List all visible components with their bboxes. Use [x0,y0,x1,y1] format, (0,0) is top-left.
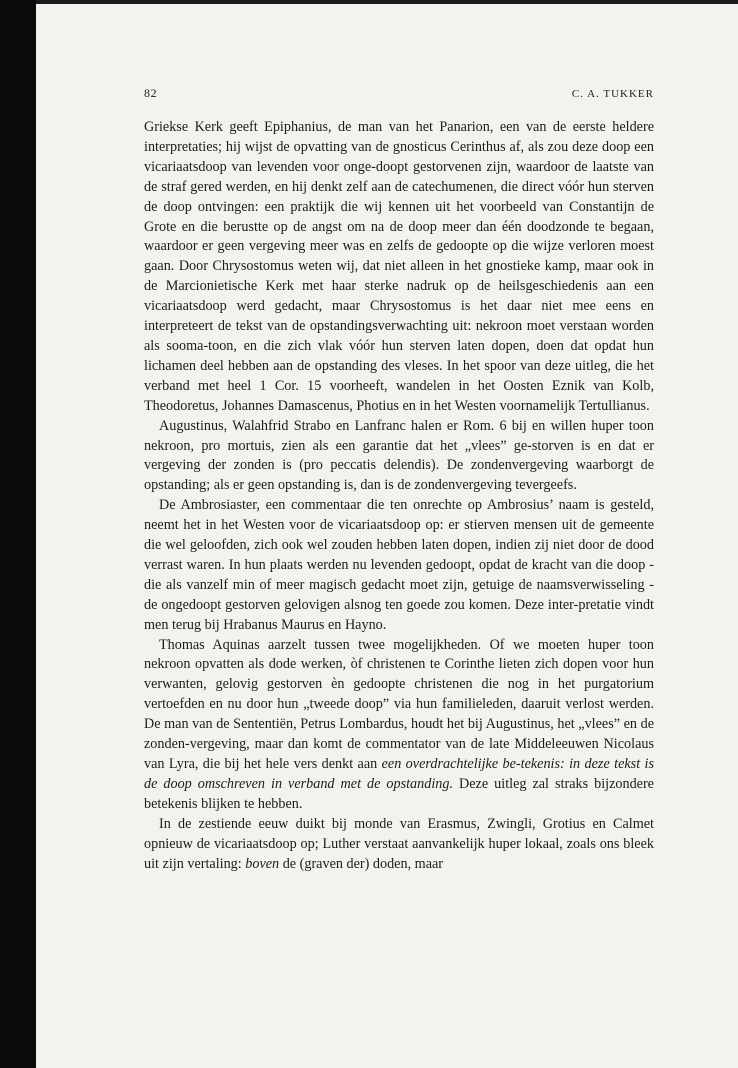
text-run: In de zestiende eeuw duikt bij monde van Erasmus, Zwingli, Grotius en Calmet opnieuw de vicariaatsdoop op; Luther verstaat aanvankelijk huper lokaal, zoals ons bleek uit zijn vertaling: [144,815,654,872]
text-run: Thomas Aquinas aarzelt tussen twee mogelijkheden. Of we moeten huper toon nekroon opvatten als dode werken, òf christenen te Corinthe lieten zich dopen voor hun verwanten, gelovig gestorven èn gedoopte christenen die nog in het purgatorium vertoefden en nu door hun „tweede doop” via hun familieleden, daaruit verlost werden. De man van de Sententiën, Petrus Lombardus, houdt het bij Augustinus, het „vlees” en de zonden-vergeving, maar dan komt de commentator van de late Middeleeuwen Nicolaus van Lyra, die bij het hele vers denkt aan [144,636,654,772]
paragraph-1 [144,118,654,417]
book-page [144,86,654,874]
body-text [144,118,654,874]
italic-text-run: een overdrachtelijke be-tekenis: in deze tekst is de doop omschreven in verband met de opstanding. [144,756,654,792]
page-number: 82 [144,86,158,100]
running-head-author: C. A. TUKKER [571,88,654,100]
text-run: De Ambrosiaster, een commentaar die ten onrechte op Ambrosius’ naam is gesteld, neemt het in het Westen voor de vicariaatsdoop op: er stierven mensen uit de gemeente die wel geloofden, zich ook wel zouden hebben laten dopen, indien zij niet door de dood verrast waren. In hun plaats werden nu levenden gedoopt, opdat de kracht van die doop - die als vanzelf min of meer magisch gedacht moet zijn, getuige de naamsverwisseling - de ongedoopt gestorven gelovigen alsnog ten goede zou komen. Deze inter-pretatie vindt men terug bij Hrabanus Maurus en Hayno. [144,497,654,633]
paragraph-3 [144,496,654,635]
paragraph-4 [144,636,654,815]
text-run: Deze uitleg zal straks bijzondere betekenis blijken te hebben. [144,775,654,812]
italic-text-run: boven [245,855,280,872]
paragraph-2 [144,417,654,497]
text-run: Griekse Kerk geeft Epiphanius, de man van het Panarion, een van de eerste heldere interpretaties; hij wijst de opvatting van de gnosticus Cerinthus af, als zou deze doop een vicariaatsdoop van levenden voor onge-doopt gestorvenen zijn, waardoor de laatste van de straf gered werden, en hij denkt zelf aan de catechumenen, die direct vóór hun sterven de doop ontvingen: een praktijk die wij kennen uit het voorbeeld van Constantijn de Grote en die berustte op de angst om na de doop meer dan één doodzonde te begaan, waardoor er geen vergeving meer was en zelfs de gedoopte op die wijze verloren moest gaan. Door Chrysostomus weten wij, dat niet alleen in het gnostieke kamp, maar ook in de Marcionietische Kerk met haar sterke nadruk op de heilsgeschiedenis aan een vicariaatsdoop werd gedacht, maar Chrysostomus is het daar niet mee eens en interpreteert de tekst van de opstandingsverwachting uit: nekroon moet verstaan worden als sooma-toon, en die zich vlak vóór hun sterven laten dopen, doen dat opdat hun lichamen deel hebben aan de opstanding des vleses. In het spoor van deze uitleg, die het verband met heel 1 Cor. 15 voorheeft, wandelen in het Oosten Eznik van Kolb, Theodoretus, Johannes Damascenus, Photius en in het Westen voornamelijk Tertullianus. [144,119,654,414]
running-head [144,86,654,106]
scan-border-left [0,0,36,1068]
paragraph-5 [144,815,654,875]
scan-border-top [36,0,738,4]
text-run: Augustinus, Walahfrid Strabo en Lanfranc halen er Rom. 6 bij en willen huper toon nekroon, pro mortuis, zien als een garantie dat het „vlees” ge-storven is en dat er vergeving der zonden is (pro peccatis delendis). De zondenvergeving waarborgt de opstanding; als er geen opstanding is, dan is de zondenvergeving tevergeefs. [144,417,654,494]
text-run: de (graven der) doden, maar [279,855,444,872]
